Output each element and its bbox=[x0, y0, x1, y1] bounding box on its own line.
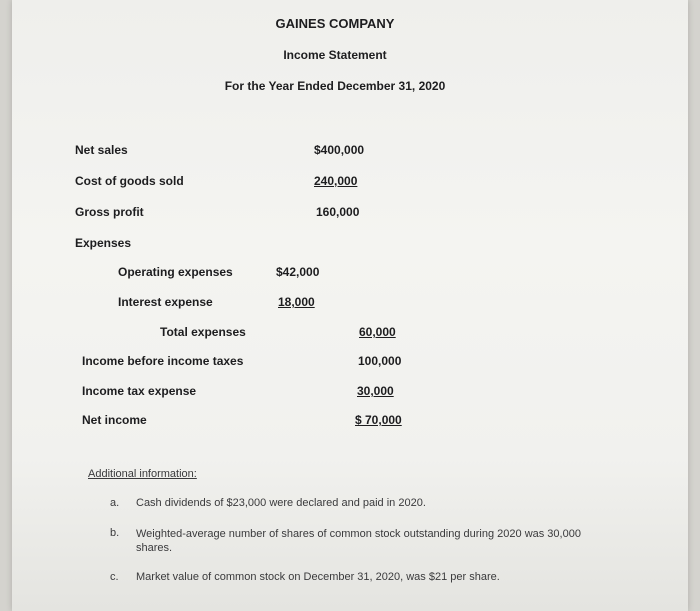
income-tax-expense-amount: 30,000 bbox=[357, 384, 394, 398]
gross-profit-label: Gross profit bbox=[75, 205, 144, 219]
gross-profit-amount: 160,000 bbox=[316, 205, 360, 219]
company-name: GAINES COMPANY bbox=[275, 16, 395, 31]
net-income-label: Net income bbox=[82, 413, 147, 427]
total-expenses-amount: 60,000 bbox=[359, 325, 396, 339]
expenses-label: Expenses bbox=[75, 236, 132, 250]
info-item-a: Cash dividends of $23,000 were declared and paid in 2020. bbox=[136, 497, 426, 509]
total-expenses-label: Total expenses bbox=[160, 325, 246, 339]
income-tax-expense-label: Income tax expense bbox=[82, 384, 197, 398]
income-before-taxes-amount: 100,000 bbox=[358, 354, 402, 368]
net-sales-label: Net sales bbox=[75, 143, 128, 157]
operating-expenses-amount: $42,000 bbox=[276, 265, 320, 279]
net-sales-amount: $400,000 bbox=[314, 143, 365, 157]
document-page bbox=[12, 0, 688, 611]
cogs-amount: 240,000 bbox=[314, 174, 358, 188]
info-item-b: Weighted-average number of shares of common stock outstanding during 2020 was 30,000 shares. bbox=[136, 528, 581, 554]
net-income-amount: $ 70,000 bbox=[355, 413, 402, 427]
statement-period: For the Year Ended December 31, 2020 bbox=[224, 79, 446, 93]
info-item-c: Market value of common stock on December 31, 2020, was $21 per share. bbox=[136, 571, 500, 583]
additional-info-heading: Additional information: bbox=[88, 468, 197, 480]
interest-expense-label: Interest expense bbox=[118, 295, 213, 309]
info-marker-c: c. bbox=[110, 571, 119, 583]
operating-expenses-label: Operating expenses bbox=[118, 265, 233, 279]
interest-expense-amount: 18,000 bbox=[278, 295, 315, 309]
info-marker-a: a. bbox=[110, 497, 120, 509]
statement-title: Income Statement bbox=[283, 48, 387, 62]
info-marker-b: b. bbox=[110, 527, 120, 539]
cogs-label: Cost of goods sold bbox=[75, 174, 184, 188]
income-before-taxes-label: Income before income taxes bbox=[82, 354, 244, 368]
